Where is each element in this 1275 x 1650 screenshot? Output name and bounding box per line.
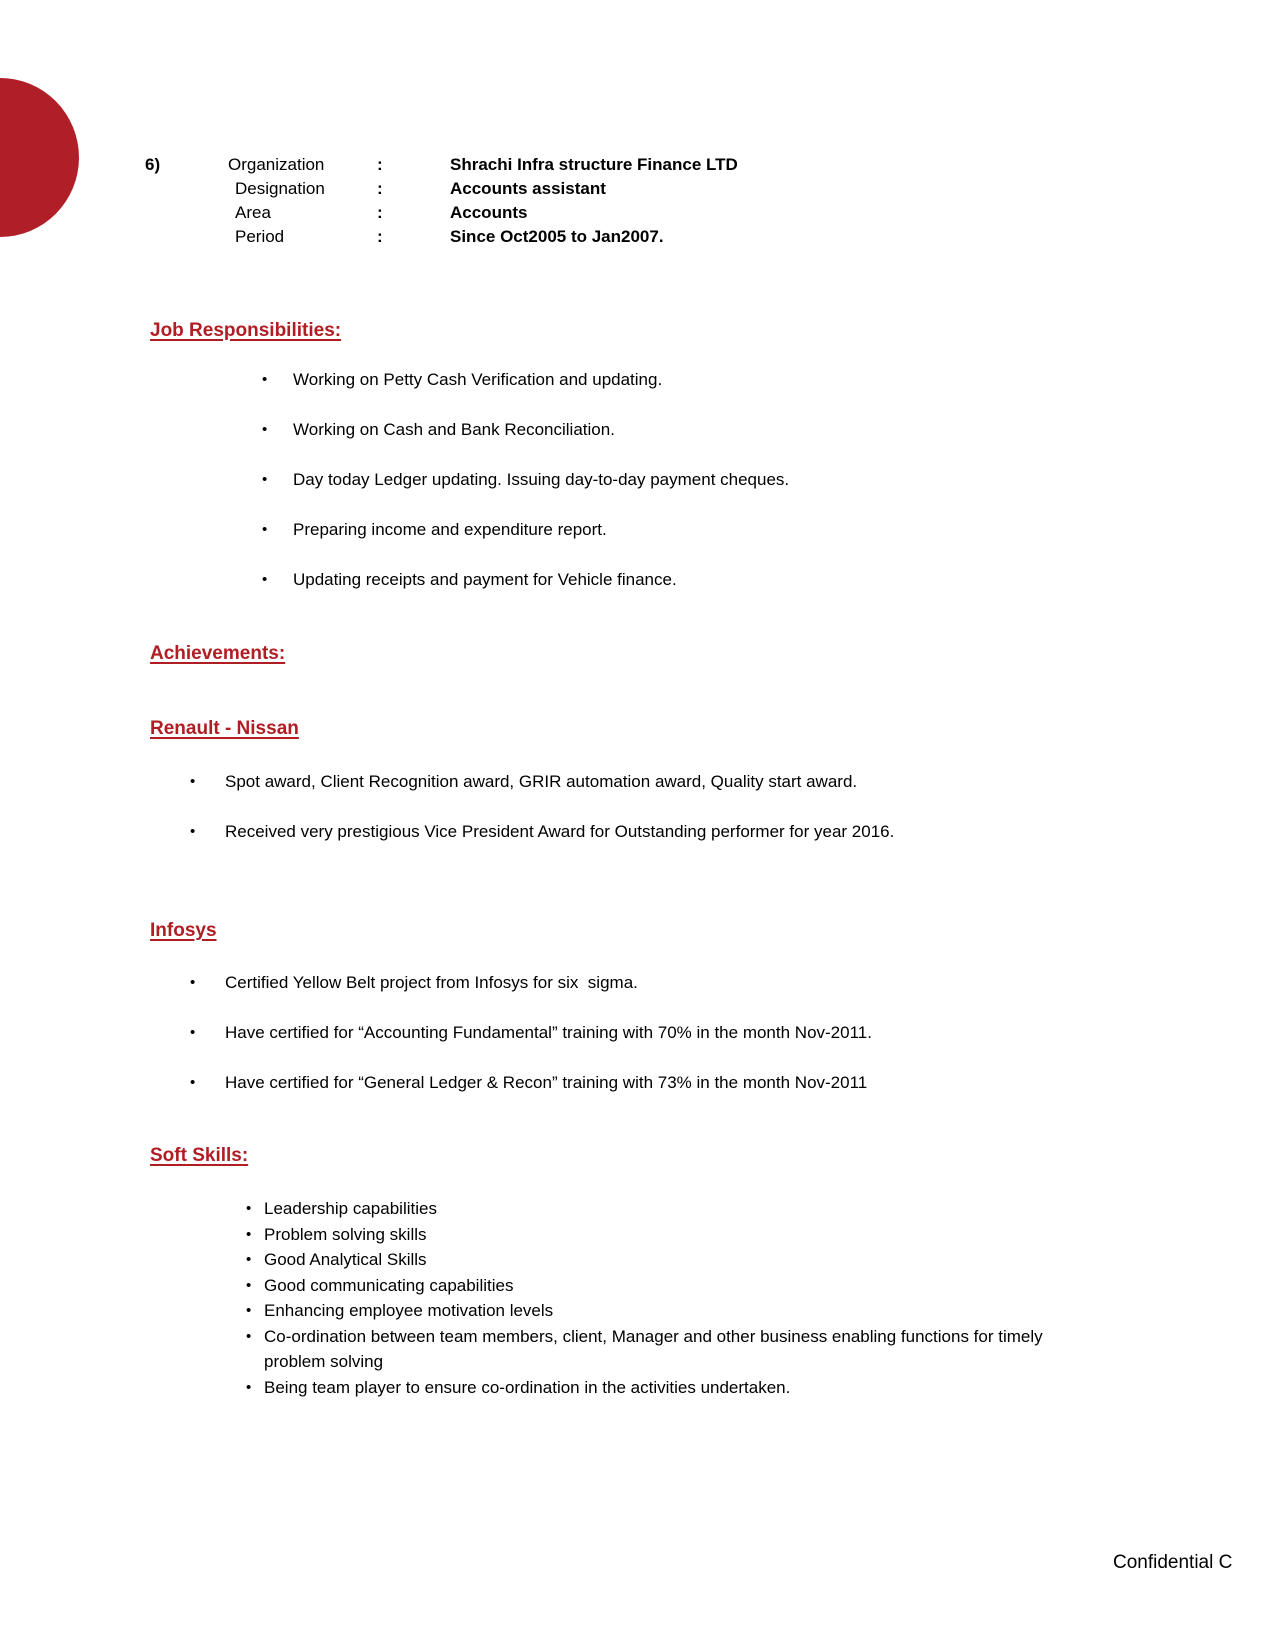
section-heading-job-responsibilities: Job Responsibilities: [150,320,342,341]
bullet-icon: • [246,1200,252,1217]
infosys-list [190,969,1200,1119]
entry-separator: : [377,203,383,222]
bullet-icon: • [262,571,268,588]
entry-label: Designation [235,179,325,198]
entry-label: Period [235,227,285,246]
bullet-item [246,1375,1076,1401]
bullet-icon: • [262,521,268,538]
section-heading-soft-skills: Soft Skills: [150,1145,249,1166]
bullet-text: Updating receipts and payment for Vehicle finance. [293,570,677,589]
section-heading-renault-nissan: Renault - Nissan [150,718,299,739]
bullet-item [190,818,1200,868]
bullet-text: Enhancing employee motivation levels [264,1301,554,1320]
entry-row-period [0,225,1275,249]
bullet-icon: • [246,1378,252,1396]
job-responsibilities-list [262,366,1182,616]
bullet-item [190,1019,1200,1069]
bullet-text: Spot award, Client Recognition award, GRIR automation award, Quality start award. [225,772,858,791]
entry-value: Accounts assistant [450,179,606,198]
entry-row-designation [0,177,1275,201]
bullet-text: Received very prestigious Vice President Award for Outstanding performer for year 2016. [225,822,895,841]
bullet-icon: • [246,1302,252,1319]
bullet-item [262,566,1182,616]
bullet-item [262,516,1182,566]
entry-label: Area [235,203,271,222]
entry-label: Organization [228,155,325,174]
bullet-icon: • [262,371,268,388]
section-heading-achievements: Achievements: [150,643,286,664]
bullet-item [190,1069,1200,1119]
bullet-text: Good communicating capabilities [264,1275,514,1295]
entry-separator: : [377,179,383,198]
entry-row-area [0,201,1275,225]
bullet-text: Day today Ledger updating. Issuing day-to-day payment cheques. [293,470,790,489]
entry-separator: : [377,155,383,174]
bullet-item [262,416,1182,466]
entry-value: Accounts [450,203,528,222]
bullet-text: Have certified for “Accounting Fundamental” training with 70% in the month Nov-2011. [225,1023,872,1042]
bullet-item [262,366,1182,416]
bullet-text: Good Analytical Skills [264,1250,427,1269]
entry-value: Since Oct2005 to Jan2007. [450,227,664,246]
soft-skills-list [246,1196,1076,1400]
bullet-icon: • [246,1225,252,1243]
entry-separator: : [377,227,383,246]
bullet-item [246,1247,1076,1273]
bullet-icon: • [246,1327,252,1345]
bullet-item [262,466,1182,516]
bullet-text: Leadership capabilities [264,1199,437,1218]
bullet-text: Preparing income and expenditure report. [293,520,607,539]
bullet-item [246,1298,1076,1324]
bullet-text: Problem solving skills [264,1224,427,1244]
bullet-icon: • [190,1024,196,1041]
bullet-text: Have certified for “General Ledger & Recon” training with 73% in the month Nov-2011 [225,1073,868,1092]
bullet-item [190,768,1200,818]
bullet-icon: • [246,1276,252,1294]
confidential-footer-label: Confidential C [1113,1552,1233,1573]
bullet-icon: • [190,974,196,991]
bullet-text: Working on Petty Cash Verification and updating. [293,370,663,389]
bullet-item [190,969,1200,1019]
bullet-icon: • [246,1251,252,1268]
bullet-text: Co-ordination between team members, client, Manager and other business enabling functions for timely problem solving [264,1326,1048,1371]
bullet-item [246,1222,1076,1248]
bullet-icon: • [190,823,196,840]
bullet-item [246,1324,1076,1375]
bullet-icon: • [190,773,196,790]
section-heading-infosys: Infosys [150,920,217,941]
entry-value: Shrachi Infra structure Finance LTD [450,155,738,174]
bullet-icon: • [190,1074,196,1091]
renault-nissan-list [190,768,1200,868]
bullet-item [246,1196,1076,1222]
entry-number: 6) [145,155,161,174]
experience-entry [0,153,1275,249]
bullet-text: Certified Yellow Belt project from Infosys for six sigma. [225,973,638,992]
bullet-icon: • [262,421,268,438]
bullet-icon: • [262,471,268,488]
bullet-text: Working on Cash and Bank Reconciliation. [293,420,615,439]
bullet-text: Being team player to ensure co-ordination in the activities undertaken. [264,1377,791,1397]
entry-row-organization [0,153,1275,177]
bullet-item [246,1273,1076,1299]
